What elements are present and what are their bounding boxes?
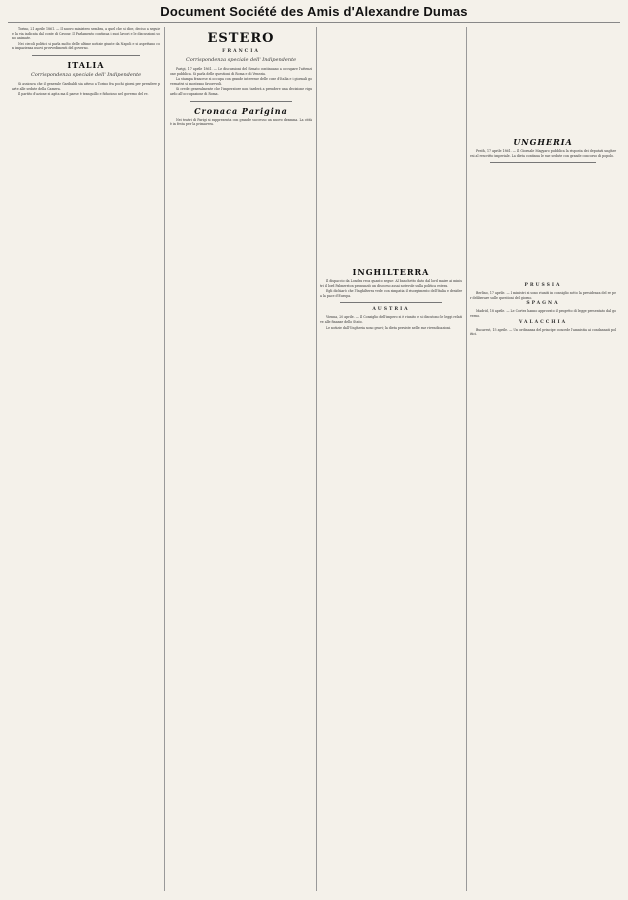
paragraph: Le notizie dall'Ungheria sono gravi; la dieta persiste nelle sue rivendicazioni. (326, 325, 452, 330)
newspaper-page (8, 22, 620, 895)
column-4 (470, 27, 616, 895)
article-text (470, 309, 616, 318)
section-heading-prussia: PRUSSIA (524, 283, 562, 289)
column-rule (164, 27, 165, 891)
section-heading-spagna: SPAGNA (526, 301, 560, 307)
column-3 (320, 27, 462, 895)
paragraph: Si crede generalmente che l'imperatore non tarderà a prendere una decisione riguardo all'occupazione di Roma. (170, 87, 312, 96)
section-heading-inghilterra: INGHILTERRA (352, 267, 430, 277)
paragraph: Il partito d'azione si agita ma il paese è tranquillo e fiducioso nel governo del re. (18, 92, 149, 97)
section-heading-italia: ITALIA (67, 59, 105, 70)
article-text (170, 67, 312, 97)
column-rule (466, 27, 467, 891)
article-text (470, 328, 616, 337)
paragraph: Egli dichiarò che l'Inghilterra vede con simpatia il risorgimento dell'Italia e desidera la pace d'Europa. (320, 289, 462, 298)
section-heading-valacchia: VALACCHIA (518, 319, 568, 325)
section-subheading: Corrispondenza speciale dell' Indipendente (30, 71, 142, 78)
paragraph: Bucarest, 15 aprile. — Un ordinanza del principe concede l'amnistia ai condannati politici. (470, 327, 616, 337)
watermark: Document Société des Amis d'Alexandre Dumas (160, 4, 468, 19)
article-text (12, 27, 160, 51)
paragraph: Il dispaccio da Londra reca quanto segue: Al banchetto dato dal lord maire ai ministri il lord Palmerston pronunziò un discorso assai notevole sulla politica estera. (320, 279, 462, 288)
article-text (320, 279, 462, 298)
section-heading-cronaca: Cronaca Parigina (194, 105, 288, 116)
article-text (170, 118, 312, 127)
paragraph: Berlino, 17 aprile. — I ministri si sono riuniti in consiglio sotto la presidenza del re per deliberare sulle questioni del giorno. (470, 291, 616, 300)
section-heading-francia: FRANCIA (222, 49, 260, 54)
article-text (470, 149, 616, 158)
divider (340, 302, 442, 303)
paragraph: Si assicura che il generale Garibaldi sia atteso a Torino fra pochi giorni per prendere parte alle sedute della Camera. (12, 81, 160, 91)
paragraph: Parigi, 17 aprile 1861. — Le discussioni del Senato continuano a occupare l'attenzione pubblica. Si parla delle questioni di Roma e di Venezia. (170, 67, 312, 76)
column-2 (170, 27, 312, 895)
section-heading-austria: AUSTRIA (372, 307, 410, 313)
paragraph: Pesth, 17 aprile 1861. — Il Giornale Magyaro pubblica la risposta dei deputati ungheresi al rescritto imperiale. La dieta continua le sue sedute con grande concorso di popolo. (470, 149, 616, 158)
divider (190, 101, 292, 102)
section-heading-ungheria: UNGHERIA (513, 137, 573, 147)
section-heading-estero: ESTERO (207, 31, 275, 46)
divider (32, 55, 140, 56)
column-rule (316, 27, 317, 891)
article-text (470, 291, 616, 300)
paragraph: Vienna, 20 aprile. — Il Consiglio dell'impero si è riunito e si discutono le leggi relative alle finanze dello Stato. (320, 315, 462, 324)
paragraph: Nei circoli politici si parla molto delle ultime notizie giunte da Napoli e si aspettano con impazienza nuovi provvedimenti del governo. (12, 41, 160, 51)
article-text (320, 315, 462, 330)
section-subheading: Corrispondenza speciale dell' Indipendente (185, 57, 297, 63)
paragraph: Madrid, 18 aprile. — Le Cortes hanno approvato il progetto di legge presentato dal governo. (470, 309, 616, 318)
paragraph: La stampa francese si occupa con grande interesse delle cose d'Italia e i giornali governativi si mostrano favorevoli. (170, 77, 312, 86)
divider (490, 162, 596, 163)
article-text (12, 82, 160, 97)
paragraph: Torino, 21 aprile 1861. — Il nuovo ministero sembra, a quel che si dice, deciso a seguire la via indicata dal conte di Cavour. Il Parlamento continua i suoi lavori e le discussioni sono animate. (12, 27, 160, 41)
column-1 (12, 27, 160, 895)
paragraph: Nei teatri di Parigi si rappresenta con grande successo un nuovo dramma. La città è in festa per la primavera. (170, 117, 312, 127)
